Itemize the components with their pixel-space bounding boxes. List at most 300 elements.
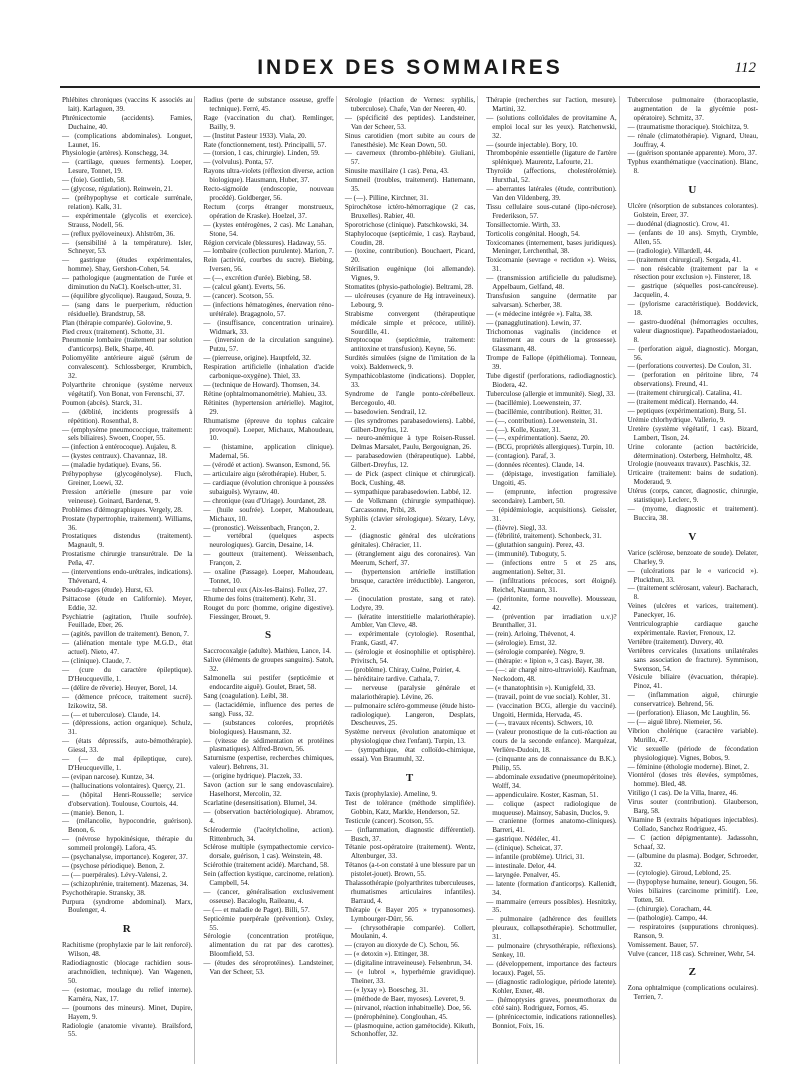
index-entry: — ulcéreuses (cyanure de Hg intraveineux). Lebourg, 9. [344, 291, 476, 309]
index-entry: Radius (perte de substance osseuse, greffe technique). Ferré, 45. [203, 96, 334, 113]
index-entry: Urologie (nouveaux travaux). Paschkis, 32. [627, 460, 751, 469]
index-entry: — (— puerpérales). Lévy-Valensi, 2. [62, 870, 168, 879]
index-entry: — (observation bactériologique). Abramov, 4. [203, 807, 334, 825]
index-entry: — (« thanatophtisin »). Kunigfeld, 33. [486, 683, 596, 692]
index-entry: Prostatisme chirurgie transurétrale. De la Peña, 47. [62, 550, 193, 568]
index-entry: — (toxine, contribution). Bouchaert, Picard, 20. [344, 247, 476, 265]
index-entry: Vic sexuelle (période de fécondation physiologique). Vignes, Bobos, 9. [627, 744, 759, 762]
index-entry: — (contagion). Paraf, 3. [486, 452, 556, 461]
index-entry: — basedowien. Sendrail, 12. [344, 407, 427, 416]
index-entry: — (maladie hydatique). Evans, 56. [62, 461, 162, 470]
index-entry: — aberrantes latérales (étude, contribution). Van den Vildenberg, 39. [486, 185, 617, 202]
index-entry: Viontérol (doses très élevées, symptômes, homme). Bled, 48. [627, 771, 759, 789]
index-entry: — (cinquante ans de connaissance du B.K.). Philip, 55. [486, 755, 617, 772]
index-entry: Vertèbres cervicales (luxations unilatérales sans association de fracture). Symmison, Swenson, 54. [627, 646, 759, 673]
index-entry: — (hypophyse humaine, teneur). Gougen, 56. [627, 878, 758, 887]
index-entry: — (préhypophyse et corticale surrénale, relation). Kalk, 31. [62, 193, 193, 211]
index-entry: — (cancer). Scotson, 55. [203, 291, 274, 300]
index-entry: Salmonella sui pestifer (septicémie et endocardite aiguë). Goulet, Braet, 58. [203, 674, 334, 692]
index-entry: Strabisme convergent (thérapeutique médicale simple et précoce, utilité). Sourdille, 41. [344, 309, 476, 336]
index-entry: — lombaire (collection purulente). Marion, 7. [203, 247, 334, 256]
index-entry: — (BCG, propriétés allergiques). Turpin, 10. [486, 443, 614, 452]
index-entry: Tétanie post-opératoire (traitement). Wentz, Altenburger, 33. [344, 843, 476, 861]
index-entry: Taxis (prophylaxie). Ameline, 9. [344, 789, 437, 798]
index-entry: — (les syndromes parabasedowiens). Labbé, Gilbert-Dreyfus, 12. [344, 416, 476, 434]
index-entry: Pseudo-rages (étude). Hurst, 63. [62, 585, 154, 594]
index-entry: — (volvulus). Ponta, 57. [203, 158, 274, 167]
index-entry: — (traitement chirurgical). Catalina, 41. [627, 389, 742, 398]
index-entry: — (« médecine intégrée »). Falta, 38. [486, 309, 593, 318]
index-entry: — (dépistage, investigation familiale). Ungoiti, 45. [486, 470, 617, 487]
index-entry: Polyarthrite chronique (système nerveux végétatif). Von Bonat, von Ferenschi, 37. [62, 381, 193, 398]
index-entry: Typhus exanthématique (vaccination). Blanc, 8. [627, 158, 759, 176]
index-entry: — (inflammation aiguë, chirurgie conservatrice). Behrend, 56. [627, 691, 759, 709]
index-entry: — (lactacidémie, influence des pertes de sang). Fuss, 32. [203, 700, 334, 718]
index-entry: Transfusion sanguine (dermatite par salvarsan). Scherber, 38. [486, 291, 617, 309]
index-entry: Pneumonie lombaire (traitement par solution d'anticorps). Belk, Sharpe, 40. [62, 336, 193, 354]
index-entry: — appendiculaire. Koster, Kasman, 51. [486, 790, 599, 799]
section-letter: T [405, 771, 415, 784]
index-entry: Septicémie puerpérale (prévention). Oxley, 55. [203, 914, 334, 932]
index-entry: — (huile soufrée). Loeper, Mahoudeau, Michaux, 10. [203, 505, 334, 523]
index-entry: — pathologique (augmentation de l'urée et diminution du NaCl). Koelsch-utter, 31. [62, 274, 193, 292]
index-entry: Système nerveux (évolution anatomique et physiologique chez l'enfant). Turpin, 13. [344, 728, 476, 746]
index-entry: Phrénicectomie (accidents). Famies, Duchaine, 40. [62, 113, 193, 131]
index-entry: — gastrique (séquelles post-cancéreuse). Jacquelin, 4. [627, 282, 759, 300]
index-entry: Savon (action sur le sang endovasculaire). Haselhorst, Mercolin, 32. [203, 781, 334, 798]
index-entry: Urine colorante (action bactéricide, détermination). Osterberg, Helmholtz, 48. [627, 442, 759, 460]
index-entry: Psychiatrie (agitation, l'huile soufrée). Feuillade, Eber, 26. [62, 612, 193, 630]
page-number: 112 [734, 60, 756, 76]
index-entry: — (infection à entérocoque). Aujaleu, 8. [62, 443, 177, 452]
index-entry: — (sérologie comparée). Nègre, 9. [486, 648, 585, 657]
index-entry: — (interventions endo-urétrales, indications). Thévenard, 4. [62, 568, 193, 585]
index-entry: Thyroïde (affections, cholestérolémie). Hurxthal, 52. [486, 167, 617, 185]
index-entry: Plan (thérapie comparée). Golovine, 9. [62, 318, 173, 327]
index-entry: Rate (fonctionnement, test). Principalli, 57. [203, 140, 327, 149]
index-entry: Tissu cellulaire sous-cutané (lipo-nécrose). Frederikson, 57. [486, 202, 617, 220]
index-entry: Vulve (cancer, 118 cas). Schreiner, Wehr, 54. [627, 949, 756, 958]
index-entry: — (traitement médical). Hernando, 44. [627, 398, 739, 407]
index-entry: Vitamine B (extraits hépatiques injectables). Collado, Sanchez Rodriguez, 45. [627, 815, 759, 833]
index-column-5 [626, 96, 760, 1064]
index-entry: — (étranglement aigu des coronaires). Van Meerum, Scherf, 37. [344, 550, 476, 568]
index-entry: — (schizophrénie, traitement). Mazenas, 34. [62, 879, 189, 888]
index-entry: Poliomyélite antérieure aiguë (sérum de convalescent). Schlossberger, Krumbich, 32. [62, 354, 193, 381]
section-letter: U [688, 184, 698, 197]
index-columns [60, 96, 760, 1064]
index-entry: Stomatites (physio-pathologie). Beltrami, 28. [344, 283, 474, 292]
index-entry: — (sympathique, état colloïdo-chimique, essai). Von Braumuhl, 32. [344, 746, 476, 764]
index-entry: — (histamine, application clinique). Madernal, 56. [203, 443, 334, 461]
index-entry: — (études des séroprotéines). Landsteiner, Van der Scheer, 53. [203, 959, 334, 977]
index-entry: Psychothérapie. Stransky, 38. [62, 888, 146, 897]
index-entry: — rénale (climatothérapie). Vignard, Uteau, Jouffray, 4. [627, 131, 759, 149]
index-entry: Urticaire (traitement: bains de sudation). Moderaud, 9. [627, 469, 759, 487]
index-entry: — (cancer, généralisation exclusivement osseuse). Bacaloglu, Raileanu, 4. [203, 887, 334, 905]
index-entry: — (panagglutination). Lewin, 37. [486, 318, 582, 327]
index-entry: — (foie). Gottlieb, 58. [62, 176, 126, 185]
index-entry: — chronique (eau d'Uriage). Jourdanet, 28. [203, 496, 327, 505]
index-entry: Test de tolérance (méthode simplifiée). Gobbin, Katz, Markle, Henderson, 52. [344, 798, 476, 816]
index-entry: Streptocoque (septicémie, traitement: antitoxine et transfusion). Keyne, 56. [344, 336, 476, 354]
index-entry: Tuberculose (allergie et immunité). Siegl, 33. [486, 389, 616, 398]
index-entry: — (thérapie: « lipion », 3 cas). Bayer, 38. [486, 657, 605, 666]
index-entry: — (technique de Howard). Thomsen, 34. [203, 381, 320, 389]
index-entry: Sérologie (concentration protéique, alimentation du rat par des carottes). Bloomfield, 53. [203, 932, 334, 959]
index-entry: — cardiaque (évolution chronique à poussées subaiguës). Wyrauw, 40. [203, 478, 334, 496]
index-entry: — (— et maladie de Paget). Billi, 57. [203, 905, 310, 914]
index-entry: — (Institut Pasteur 1933). Viala, 20. [203, 131, 307, 140]
index-entry: — (solutions colloïdales de provitamine A, emploi local sur les yeux). Ratchenwski, 32. [486, 113, 617, 140]
index-entry: — tubercul eux (Aix-les-Bains). Follez, 27. [203, 585, 328, 594]
index-entry: — (— aiguë libre). Niemeier, 56. [627, 718, 723, 726]
index-entry: — (—, contribution). Loewenstein, 31. [486, 416, 598, 425]
index-entry: Uretère (système végétatif, 1 cas). Bizard, Lambert, Tison, 24. [627, 424, 759, 442]
index-entry: — (cytologie). Giroud, Leblond, 25. [627, 869, 731, 878]
index-entry: Rétine (ophtalmomanométrie). Mahieu, 33. [203, 389, 327, 398]
index-entry: — (chirurgie). Coracham, 44. [627, 905, 712, 914]
index-entry: Rage (vaccination du chat). Remlinger, Bailly, 9. [203, 113, 334, 131]
index-entry: — latente (formation d'anticorps). Kallenidt, 34. [486, 879, 617, 897]
index-entry: — (travail, point de vue social). Kohler, 31. [486, 692, 611, 701]
index-entry: Thrombopénie essentielle (ligature de l'artère splénique). Maurentz, Lafourte, 21. [486, 149, 617, 167]
index-entry: Radiologie (anatomie vivante). Brailsford, 55. [62, 1021, 193, 1039]
index-entry: — nerveuse (paralysie générale et malariothérapie). Lévine, 26. [344, 683, 476, 701]
index-entry: — (poumons des mineurs). Minet, Dupire, Hayem, 9. [62, 1003, 193, 1021]
index-entry: — respiratoires (suppurations chroniques). Ranson, 9. [627, 922, 759, 940]
section-letter: S [265, 629, 273, 642]
index-entry: Pression artérielle (mesure par voie veineuse). Goinard, Bardenat, 9. [62, 487, 193, 505]
index-entry: Staphylocoque (septicémie, 1 cas). Raybaud, Coudin, 28. [344, 229, 476, 247]
index-entry: Poumon (abcès). Starck, 31. [62, 398, 142, 407]
index-entry: — parabasedowien (thérapeutique). Labbé, Gilbert-Dreyfus, 12. [344, 452, 476, 470]
index-entry: — (hôpital Henri-Rousselle; service d'observation). Toulouse, Courtois, 44. [62, 790, 193, 808]
index-entry: — (origine hydrique). Placzek, 33. [203, 772, 303, 781]
index-entry: — (enfants de 10 ans). Smyth, Crymble, Allen, 55. [627, 228, 759, 246]
index-entry: Thérapie (« Bayer 205 » trypanosomes). Lymbourger-Dürr, 56. [344, 905, 476, 923]
index-entry: — (inversion de la circulation sanguine). Putzu, 57. [203, 336, 334, 354]
index-entry: — (—: air chargé nitro-ultraviolé). Kaufman, Neckodom, 48. [486, 666, 617, 683]
index-entry: — (aliénation mentale type M.G.D., état actuel). Nieto, 47. [62, 639, 193, 657]
index-entry: — C (action dépigmentante). Jadassohn, Schaaf, 32. [627, 833, 759, 851]
index-entry: Torticolis congénital. Hoogh, 54. [486, 229, 580, 238]
index-entry: — (équilibre glycolique). Raugaud, Souza, 9. [62, 291, 192, 300]
index-entry: — (nirvanol, réaction inhabituelle). Doe, 56. [344, 1003, 472, 1012]
index-entry: — non résécable (traitement par la « résection pour exclusion »). Finsterer, 18. [627, 264, 759, 282]
index-entry: — duodénal (diagnostic). Crow, 41. [627, 219, 730, 228]
index-column-3 [343, 96, 478, 1064]
index-entry: — (myome, diagnostic et traitement). Buccira, 38. [627, 504, 759, 522]
index-entry: Trichomonas vaginalis (incidence et traitement au cours de la grossesse). Glassmann, 48. [486, 327, 617, 354]
index-entry: — (kératite interstitielle malariothérapie). Ambler, Van Cleve, 48. [344, 612, 476, 630]
index-entry: — (péritonite, forme nouvelle). Mousseau, 42. [486, 594, 617, 612]
index-entry: — (diagnostic général des ulcérations génitales). Chéracier, 11. [344, 532, 476, 550]
index-entry: — (pylorisme caractéristique). Boddevick, 18. [627, 300, 759, 318]
index-entry: Rectum (corps étranger monstrueux, opération de Kraske). Hoelzel, 37. [203, 202, 334, 220]
index-entry: Problèmes d'démographiques. Vergely, 28. [62, 505, 183, 514]
index-entry: — (cure du caractère épileptique). D'Heucqueville, 1. [62, 666, 193, 683]
index-entry: — (psychose périodique). Benon, 2. [62, 861, 165, 870]
index-entry: — (—). Pilline, Kirchner, 31. [344, 193, 429, 202]
index-entry: Rhume des foins (traitement). Kehr, 31. [203, 594, 317, 603]
index-entry: — (diagnostic radiologique, période latente). Kohler, Exner, 48. [486, 977, 617, 995]
index-entry: — (pierreuse, origine). Hauptfeld, 32. [203, 354, 311, 363]
index-entry: — héréditaire tardive. Cathala, 7. [344, 674, 440, 683]
index-entry: — (problème). Chiray, Cuéne, Poirier, 4. [344, 666, 461, 674]
index-entry: — (immunité). Tuboguty, 5. [486, 550, 567, 559]
index-entry: Utérus (corps, cancer, diagnostic, chirurgie, statistique). Leclerc, 9. [627, 487, 759, 505]
index-entry: — (inoculation prostate, sang et rate). Lodyre, 39. [344, 594, 476, 612]
index-entry: — (vitesse de sédimentation et protéines plasmatiques). Alfred-Brown, 56. [203, 736, 334, 754]
index-entry: — (perforation aiguë, diagnostic). Morgan, 56. [627, 344, 759, 362]
index-entry: Urémie chlorhydrique. Vallerio, 9. [627, 415, 726, 424]
index-entry: Pied creux (traitement). Schotte, 31. [62, 327, 165, 336]
index-entry: Sympathicoblastome (indications). Doppler, 33. [344, 372, 476, 389]
page-title: INDEX DES SOMMAIRES [257, 56, 563, 79]
index-entry: Prostate (hypertrophie, traitement). Williams, 36. [62, 514, 193, 532]
index-column-4 [484, 96, 619, 1064]
index-entry: Vomissement. Bauer, 57. [627, 940, 699, 949]
index-entry: Rein (activité, courbes du sucre). Biebing, Iversen, 56. [203, 256, 334, 274]
index-entry: — (glycose, régulation). Reinwein, 21. [62, 185, 173, 194]
index-entry: — (psychanalyse, importance). Kogerer, 37. [62, 853, 188, 862]
index-entry: — (dépressions, action organique). Schulz, 31. [62, 719, 193, 737]
index-entry: — (vaccination BCG, allergie du vacciné). Ungoiti, Hermida, Hervada, 45. [486, 701, 617, 719]
index-entry: — vertébral (quelques aspects neurologiques). Garcin, Desaine, 14. [203, 532, 334, 550]
index-entry: — (clinique). Claude, 7. [62, 657, 131, 666]
index-entry: Rhumatisme (épreuve du tophus calcaire provoqué). Loeper, Michaux, Mahoudeau, 10. [203, 416, 334, 443]
index-entry: — pulmonaire (adhérence des feuillets pleuraux, collapsothérapie). Schottmuller, 31. [486, 915, 617, 942]
index-entry: — pulmonaire scléro-gommeuse (étude histo-radiologique). Langeron, Desplats, Descheuves, 25. [344, 701, 476, 728]
index-entry: Recto-sigmoïde (endoscopie, nouveau procédé). Goldberger, 56. [203, 185, 334, 202]
index-entry: — (sérologie et éosinophilie et optisphère). Privitsch, 54. [344, 648, 476, 666]
index-entry: Sommeil (troubles, traitement). Hattemann, 35. [344, 176, 476, 194]
index-entry: — (digitaline intraveineuse). Felsenbrun, 34. [344, 959, 473, 968]
index-entry: — (inflammation, diagnostic différentiel). Busch, 37. [344, 825, 476, 843]
index-entry: Saturnisme (expertise, recherches chimiques, valeur). Behrens, 31. [203, 754, 334, 772]
index-entry: — expérimentale (glycolis et exercice). Strauss, Nodell, 56. [62, 211, 193, 229]
index-entry: Surdités simulées (signe de l'imitation de la voix). Baldenweck, 9. [344, 354, 476, 372]
index-entry: — (sérologie). Ernst, 32. [486, 639, 557, 648]
index-entry: — intestinale. Delor, 44. [486, 861, 557, 870]
index-entry: — (transmission artificielle du paludisme). Appelbaum, Gelfand, 48. [486, 274, 617, 292]
page-header [60, 52, 760, 88]
index-entry: Sclérodermie (l'acétylcholine, action). Rittenbruch, 34. [203, 825, 334, 843]
index-entry: — goutteux (traitement). Weissenbach, Françon, 2. [203, 550, 334, 568]
index-entry: — (bacillémie, contribution). Reitter, 31. [486, 407, 603, 416]
index-entry: Vitiligo (1 cas). De la Villa, Inarez, 46. [627, 789, 738, 798]
index-entry: — (valeur pronostique de la cuti-réaction au cours de la seconde enfance). Marquézat, Verlière-Dudoin, 18. [486, 728, 617, 755]
index-entry: — (albumine du plasma). Bodger, Schroeder, 32. [627, 851, 759, 869]
index-entry: Rétinites (hypertension artérielle). Magitot, 29. [203, 398, 334, 416]
index-entry: — (infections entre 5 et 25 ans, augmentation). Selter, 31. [486, 559, 617, 577]
index-entry: Purpura (syndrome abdominal). Marx, Boulenger, 4. [62, 897, 193, 915]
index-entry: — (plasmoquine, action gamétocide). Kikuth, Schonhoffer, 32. [344, 1021, 476, 1039]
index-entry: — (pronostic). Weissenbach, Françon, 2. [203, 523, 320, 532]
index-entry: — (substances colorées, propriétés biologiques). Hausmann, 32. [203, 718, 334, 736]
index-entry: Prostatiques distendus (traitement). Magnault, 9. [62, 532, 193, 550]
index-entry: — (épidémiologie, acquisitions). Geissler, 31. [486, 505, 617, 523]
index-entry: — (sensibilité à la température). Isler, Schneyer, 53. [62, 238, 193, 256]
index-entry: Ulcère (résorption de substances colorantes). Golstein, Ereer, 37. [627, 202, 759, 220]
index-entry: — (méthode de Baer, myoses). Leveret, 9. [344, 994, 466, 1003]
index-entry: — (guérison spontanée apparente). Moro, 37. [627, 149, 757, 158]
index-entry: Respiration artificielle (inhalation d'acide carbonique-oxygène). Thiel, 33. [203, 363, 334, 381]
index-entry: — (calcul géant). Everts, 56. [203, 283, 286, 292]
index-entry: — abdominale exsudative (pneumopéritoine). Wolff, 34. [486, 772, 617, 790]
index-entry: — (crayon au dioxyde de C). Schou, 56. [344, 941, 460, 950]
index-entry: — (sourde injectable). Bory, 10. [486, 140, 578, 149]
index-entry: — (« lubrol », hyperhémie gravidique). Theiner, 33. [344, 968, 476, 985]
index-entry: — peptiques (expérimentation). Burg, 51. [627, 407, 747, 415]
index-entry: — pulmonaire (chrysothérapie, réflexions). Senkey, 10. [486, 942, 617, 959]
index-entry: — (traitement chirurgical). Sergada, 41. [627, 255, 742, 264]
index-entry: — de Volkmann (chirurgie sympathique). Carcassonne, Pribi, 28. [344, 496, 476, 514]
index-entry: — (emphysème pneumococcique, traitement: sels biliaires). Swoen, Cooper, 55. [62, 425, 193, 443]
index-entry: — (données récentes). Claude, 14. [486, 461, 585, 470]
index-entry: — (perforations couvertes). De Coulon, 31. [627, 362, 752, 371]
index-entry: Veines (ulcères et varices, traitement). Paneckyer, 16. [627, 602, 759, 620]
index-entry: Tonsillectomie. Wirth, 33. [486, 220, 561, 229]
index-entry: — (déblité, incidents progressifs à répétition). Rosenthal, 8. [62, 407, 193, 425]
index-entry: — (pnérophénine). Conglouhan, 45. [344, 1012, 448, 1021]
index-entry: Phlébites chroniques (vaccins K associés au lait). Karlaguen, 39. [62, 96, 193, 113]
index-entry: Vésicule biliaire (évacuation, thérapie). Pinoz, 41. [627, 673, 759, 691]
index-entry: — (— de mal épileptique, cure). D'Heucqueville, 1. [62, 755, 193, 772]
index-entry: — (vérodé et action). Swanson, Esmond, 56. [203, 461, 331, 470]
index-entry: — (—). Kolle, Kuster, 31. [486, 425, 561, 434]
index-entry: Sinus carotidien (mort subite au cours de l'anesthésie). Mc Kean Down, 50. [344, 131, 476, 149]
index-entry: — (evipan narcose). Kuntze, 34. [62, 772, 155, 781]
index-entry: Varice (sclérose, benzoate de soude). Delater, Charley, 9. [627, 548, 759, 566]
index-entry: — caverneux (thrombo-phlébite). Giuliani, 57. [344, 149, 476, 167]
index-entry: — (sang dans le puerperium, réduction résiduelle). Brandstrup, 58. [62, 300, 193, 318]
index-entry: — (névrose hypokinésique, thérapie du sommeil prolongé). Lafora, 45. [62, 835, 193, 853]
index-entry: — (traitement sclérosant, valeur). Bacharach, 8. [627, 584, 759, 602]
index-entry: Sinusite maxillaire (1 cas). Pena, 43. [344, 167, 449, 176]
index-entry: Toxicomanie (sevrage « rectidon »). Weiss, 31. [486, 256, 617, 274]
index-entry: — (— et tuberculose). Claude, 14. [62, 710, 161, 719]
index-entry: Radiodiagnostic (blocage rachidien sous-arachnoïdien, technique). Van Wagenen, 50. [62, 959, 193, 985]
index-entry: — gastrique (études expérimentales, homme). Shay, Gershon-Cohen, 54. [62, 256, 193, 274]
index-entry: Rouget du porc (homme, origine digestive). Fiessinger, Brouet, 9. [203, 603, 334, 621]
index-entry: — (infections hématogènes, énervation réno-urétérale). Bragagnolo, 57. [203, 300, 334, 318]
index-entry: — (états dépressifs, auto-bémothérapie). Giessl, 33. [62, 737, 193, 755]
index-entry: Salive (éléments de groupes sanguins). Satoh, 32. [203, 656, 334, 674]
index-entry: Toxicomanes (internement, bases juridiques). Meninger, Lerchenthal, 38. [486, 238, 617, 256]
index-entry: Rayons ultra-violets (réflexion diverse, action biologique). Hausmann, Huber, 37. [203, 167, 334, 185]
index-entry: — (agités, pavillon de traitement). Benon, 7. [62, 630, 189, 639]
index-entry: Saccrocoxalgie (adulte). Mathieu, Lance, 14. [203, 647, 332, 656]
index-entry: — oxaline (Passage). Loeper, Mahoudeau, Tonnet, 10. [203, 568, 334, 585]
index-entry: — (glutathion sanguin). Perez, 43. [486, 541, 585, 550]
section-letter: Z [688, 966, 697, 979]
index-entry: Ventriculographie cardiaque gauche expérimentale. Ravier, Frenoux, 12. [627, 620, 759, 637]
index-entry: — (hémoptysies graves, pneumothorax du côté sain). Rodriguez, Fornos, 45. [486, 995, 617, 1013]
index-entry: — (—, expérimentation). Saenz, 20. [486, 434, 590, 443]
index-entry: — (—, excrétion d'urée). Biebing, 58. [203, 274, 312, 283]
index-entry: — colique (aspect radiologique de muqueuse). Mainsoy, Sabasin, Duclos, 9. [486, 799, 617, 817]
index-entry: Physiologie (artères). Konschegg, 34. [62, 149, 169, 158]
section-letter: V [688, 530, 698, 543]
index-entry: — féminine (éthologie moderne). Binet, 2. [627, 762, 749, 771]
index-entry: — (bacillémie). Loewenstein, 37. [486, 398, 582, 407]
index-column-2 [201, 96, 336, 1064]
index-entry: — (perforation). Eliason, Mc Laughlin, 56. [627, 709, 751, 718]
index-entry: — (délire de rêverie). Heuyer, Borel, 14. [62, 683, 178, 692]
index-entry: — (phrénicectomie, indications rationnelles). Bonniot, Foix, 16. [486, 1013, 617, 1031]
index-entry: — (complications abdominales). Longuet, Launet, 16. [62, 131, 193, 149]
index-entry: — (fièvre). Siegl, 33. [486, 523, 547, 532]
index-entry: — (kystes entérogènes, 2 cas). Mc Lanahan, Stone, 54. [203, 220, 334, 238]
index-entry: — articulaire aigu (sérothérapie). Huber, 5. [203, 470, 327, 479]
index-entry: — (estomac, moulage du relief interne). Karnéra, Nax, 17. [62, 985, 193, 1003]
index-entry: — cranienne (formes anatomo-cliniques). Barreri, 41. [486, 817, 617, 835]
index-entry: — (démence précoce, traitement sucré). Izikowitz, 58. [62, 692, 193, 710]
index-entry: — (hypertension artérielle instillation brusque, caractère irréductible). Langeron, 26. [344, 568, 476, 594]
index-entry: Stérilisation eugénique (loi allemande). Vignes, 9. [344, 265, 476, 283]
index-entry: — sympathique parabasedowien. Labbé, 12. [344, 487, 472, 496]
index-entry: Tuberculose pulmonaire (thoracoplastie, augmentation de la glycémie post-opératoire). Schmitz, 37. [627, 96, 759, 122]
index-column-1 [60, 96, 195, 1064]
index-entry: Syphilis (clavier sérologique). Sézary, Lévy, 2. [344, 514, 476, 532]
index-entry: — (insuffisance, concentration urinaire). Widmark, 33. [203, 318, 334, 336]
index-entry: — (fébrilité, traitement). Schonbeck, 31. [486, 532, 602, 541]
index-entry: Thalassothérapie (polyarthrites tuberculeuses, rhumatismes articulaires infantiles). Barraud, 4. [344, 879, 476, 905]
index-entry: — infantile (problème). Ulrici, 31. [486, 853, 585, 862]
index-entry: — (« lyxay »). Boescheg, 31. [344, 985, 429, 994]
index-entry: Tétanos (a-t-on constaté à une blessure par un pistolet-jouet). Brown, 55. [344, 861, 476, 879]
index-entry: Sérologie (réaction de Vernes: syphilis, tuberculose). Chafe, Van der Neeren, 40. [344, 96, 476, 113]
index-entry: — (« detoxin »). Ettinger, 38. [344, 950, 429, 959]
index-entry: Sporotrichose (clinique). Patschkowski, 34. [344, 220, 469, 229]
index-entry: — (emprunte, infection progressive secondaire). Lambert, 50. [486, 487, 617, 505]
index-entry: — laryngée. Penalver, 45. [486, 870, 560, 879]
index-entry: — de Pick (aspect clinique et chirurgical). Bock, Cushing, 48. [344, 470, 476, 487]
index-entry: Sciérothie (traitement acidé). Marchand, 58. [203, 861, 329, 870]
index-entry: — (radiologie). Villardell, 44. [627, 246, 713, 255]
index-entry: — (chrysothérapie comparée). Collert, Moulanin, 4. [344, 923, 476, 941]
index-entry: — (cartilage, queues ferments). Loeper, Lesure, Tonnet, 19. [62, 158, 193, 176]
index-entry: Rachitisme (prophylaxie par le lait renforcé). Wilson, 48. [62, 941, 193, 959]
index-entry: Virus souter (contribution). Glauberson, Barg, 58. [627, 798, 759, 816]
section-letter: R [122, 923, 132, 936]
index-entry: — (clinique). Scheicat, 37. [486, 844, 563, 853]
index-entry: — (spécificité des peptides). Landsteiner, Van der Scheer, 53. [344, 113, 476, 131]
index-entry: — (développement, importance des facteurs locaux). Pagel, 55. [486, 959, 617, 977]
index-entry: — (rein). Arloing, Thévenot, 4. [486, 630, 576, 639]
index-entry: — expérimentale (cytologie). Rosenthal, Frank, Gastl, 47. [344, 630, 476, 648]
index-entry: — neuro-anémique à type Roisen-Russel. Delmas Marsalet, Paulu, Bergouignan, 26. [344, 434, 476, 452]
index-entry: Préhypophyse (glycogénolyse). Fluch, Greiner, Loewi, 32. [62, 470, 193, 487]
index-entry: — (perforation en péritoine libre, 74 observations). Freund, 41. [627, 371, 759, 389]
index-entry: — (prévention par irradiation u.v.)? Brunthaller, 31. [486, 612, 617, 630]
index-entry: Vibrion cholérique (caractère variable). Murillo, 47. [627, 726, 759, 744]
index-entry: Testicule (cancer). Scotson, 55. [344, 816, 434, 825]
index-entry: Région cervicale (blessures). Hadaway, 55. [203, 238, 327, 247]
index-entry: — (traumatisme thoracique). Stoichitza, 9. [627, 122, 749, 131]
index-entry: Vertèbre (traitement). Duvery, 40. [627, 637, 724, 646]
index-entry: — (torsion, 1 cas, chirurgie). Linden, 59. [203, 149, 320, 158]
index-entry: — (manie). Benon, 1. [62, 808, 124, 817]
index-entry: Voies biliaires (carcinome primitif). Lee, Totten, 50. [627, 887, 759, 905]
index-entry: Spirochétose ictéro-hémorragique (2 cas, Bruxelles). Rabier, 40. [344, 202, 476, 220]
index-entry: — (mélancolie, hypocondrie, guérison). Benon, 6. [62, 817, 193, 835]
index-entry: — (reflux pyéloveineux). Ahlström, 36. [62, 229, 175, 238]
index-entry: Zona ophtalmique (complications oculaires). Terrien, 7. [627, 984, 759, 1002]
index-entry: Sein (affection kystique, carcinome, relation). Campbell, 54. [203, 870, 334, 888]
